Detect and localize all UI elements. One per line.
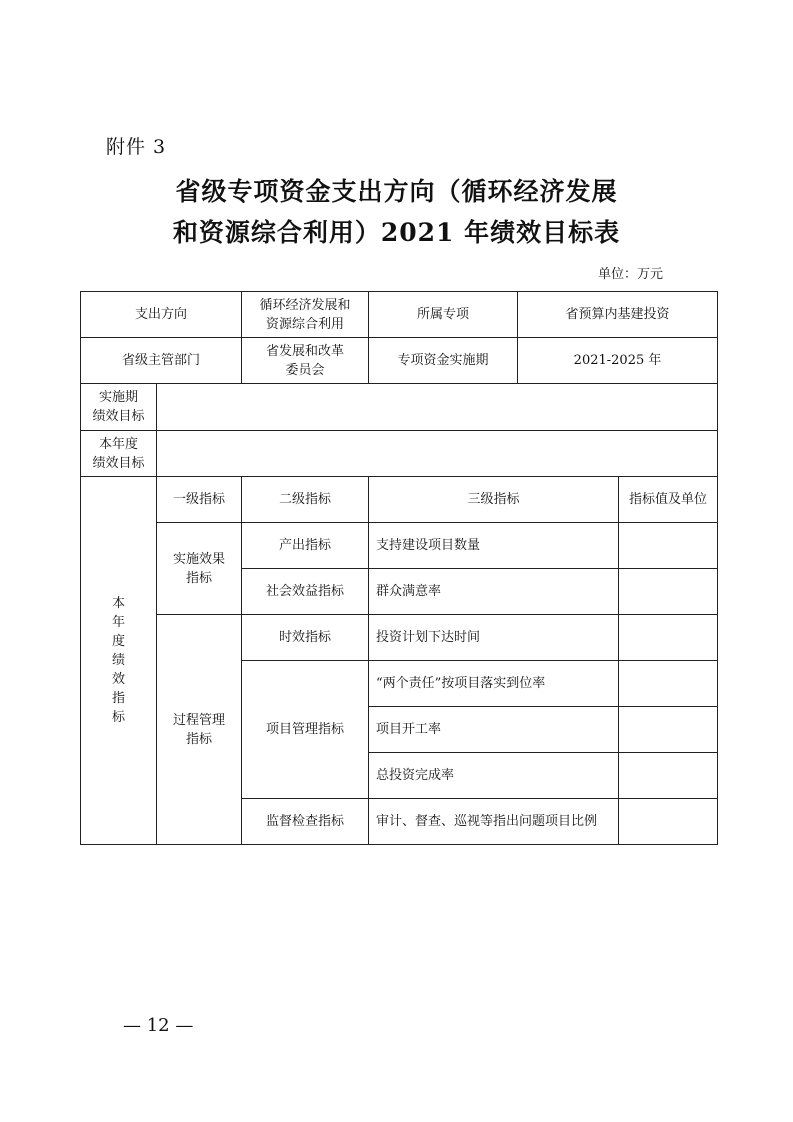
header-level1: 一级指标 [157,477,242,523]
project-indicator-value [619,707,718,753]
direction-value-line-1: 循环经济发展和 [259,297,351,313]
social-indicator-value [619,569,718,615]
project-indicator-value [619,753,718,799]
supervision-indicator-item: 审计、督查、巡视等指出问题项目比例 [369,799,619,845]
side-label-char: 标 [111,710,125,725]
year-goal-label-line-1: 本年度 [98,436,138,452]
direction-value-line-2: 资源综合利用 [266,316,345,332]
impl-goal-value [157,384,718,431]
process-indicator-label-line-1: 过程管理 [173,712,226,728]
impl-goal-label [81,384,157,431]
impl-goal-label-line-2: 绩效目标 [92,409,145,424]
info-row-dept [81,338,718,384]
year-goal-row [81,431,718,477]
side-label-char: 本 [111,596,125,611]
header-value-unit: 指标值及单位 [619,477,718,523]
side-label-char: 绩 [111,653,125,668]
output-indicator-value [619,523,718,569]
year-goal-label-line-2: 绩效目标 [92,455,145,471]
process-indicator-label [157,615,242,845]
output-indicator-row [81,523,718,569]
project-indicator-item: 项目开工率 [369,707,619,753]
project-indicator-item: 总投资完成率 [369,753,619,799]
timeliness-indicator-item: 投资计划下达时间 [369,615,619,661]
page-number: — 12 — [123,1015,194,1036]
project-indicator-label: 项目管理指标 [242,661,369,799]
direction-label: 支出方向 [81,292,242,338]
timeliness-indicator-value [619,615,718,661]
info-row-direction [81,292,718,338]
year-goal-value [157,431,718,477]
side-label-char: 度 [111,634,125,649]
supervision-indicator-label: 监督检查指标 [242,799,369,845]
dept-value-line-1: 省发展和改革 [266,343,345,359]
effect-indicator-label [157,523,242,615]
unit-label: 单位：万元 [598,267,664,282]
side-label-char: 效 [111,672,125,687]
direction-value [242,292,369,338]
page-title-line-1: 省级专项资金支出方向（循环经济发展 [175,177,618,206]
supervision-indicator-value [619,799,718,845]
performance-goal-table [80,291,718,845]
timeliness-indicator-label: 时效指标 [242,615,369,661]
side-label-char: 指 [111,691,125,706]
period-value: 2021-2025 年 [518,338,718,384]
special-value: 省预算内基建投资 [518,292,718,338]
dept-label: 省级主管部门 [81,338,242,384]
social-indicator-item: 群众满意率 [369,569,619,615]
annual-indicators-side-label [81,477,157,845]
year-goal-label [81,431,157,477]
dept-value-line-2: 委员会 [285,362,325,378]
process-indicator-label-line-2: 指标 [186,731,213,747]
dept-value [242,338,369,384]
page-title-line-2: 和资源综合利用）2021 年绩效目标表 [172,218,621,247]
attachment-label: 附件 3 [106,136,167,158]
impl-goal-label-line-1: 实施期 [98,390,138,405]
effect-indicator-label-line-2: 指标 [186,570,213,586]
social-indicator-label: 社会效益指标 [242,569,369,615]
impl-goal-row [81,384,718,431]
header-level3: 三级指标 [369,477,619,523]
project-indicator-value [619,661,718,707]
output-indicator-label: 产出指标 [242,523,369,569]
output-indicator-item: 支持建设项目数量 [369,523,619,569]
project-indicator-item: “两个责任”按项目落实到位率 [369,661,619,707]
side-label-char: 年 [111,615,125,630]
header-level2: 二级指标 [242,477,369,523]
indicator-header-row [81,477,718,523]
special-label: 所属专项 [369,292,518,338]
timeliness-indicator-row [81,615,718,661]
period-label: 专项资金实施期 [369,338,518,384]
effect-indicator-label-line-1: 实施效果 [173,551,226,567]
